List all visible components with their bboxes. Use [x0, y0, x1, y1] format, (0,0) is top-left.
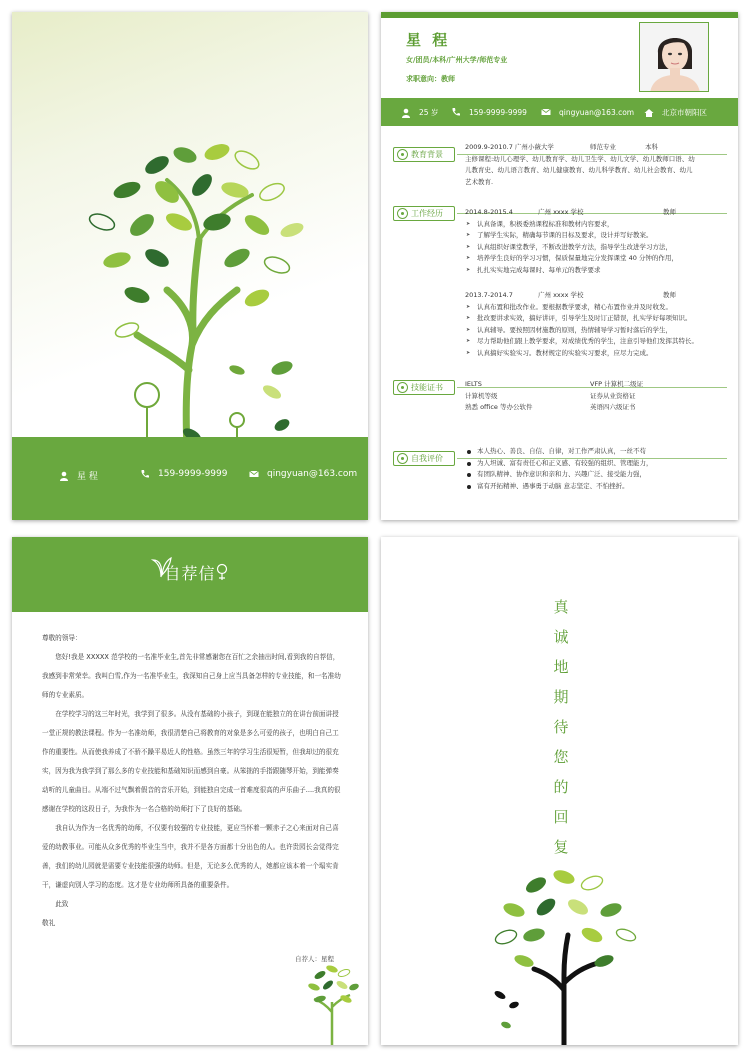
- info-location-text: 北京市朝阳区: [662, 108, 707, 117]
- graduation-cap-icon: [397, 149, 408, 160]
- skill-item: 英语四六级证书: [590, 403, 636, 411]
- work-job-2: 2013.7-2014.7 广州 xxxx 学校 教师 ➤ 认真布置和批改作业。要根据教学要求，精心布置作业并及时收发。 ➤ 批改要讲求实效，搞好讲评，引导学生及时订正错误，扎实学好每项知识。 ➤ 认真辅导。要按照因材施教的原则，热情辅导学习暂时落后的学生， ➤ 尽力帮助他们跟上教学要求，对成绩优秀的学生，注意引导他们发挥其特长。 ➤ 认真搞好实验实习。教材规定的实验实习要求，应尽力完成。: [465, 290, 727, 359]
- list-item: 本人热心、善良、自信、自律，对工作严肃认真，一丝不苟: [465, 446, 727, 458]
- cover-contact-band: [12, 437, 368, 520]
- list-item: ➤ 批改要讲求实效，搞好讲评，引导学生及时订正错误，扎实学好每项知识。: [465, 313, 727, 325]
- info-location: [644, 107, 707, 118]
- user-check-icon: [397, 453, 408, 464]
- skill-item: IELTS: [465, 380, 482, 388]
- list-item: ➤ 认真搞好实验实习。教材规定的实验实习要求，应尽力完成。: [465, 348, 727, 360]
- list-item: ➤ 认真组织好课堂教学，不断改进教学方法，指导学生改进学习方法，: [465, 242, 727, 254]
- section-education-label: 教育背景: [393, 147, 455, 162]
- info-email: [541, 107, 634, 117]
- resume-subtitle: 女/团员/本科/广州大学/师范专业: [406, 56, 508, 64]
- resume-info-band: [381, 98, 738, 126]
- sprout-icon: [215, 563, 229, 581]
- letter-closing-2: 敬礼: [42, 919, 56, 927]
- section-work-label: 工作经历: [393, 206, 455, 221]
- list-item: ➤ 了解学生实际，精确每节课的目标及要求，设计并写好教案。: [465, 230, 727, 242]
- phone-icon: [140, 469, 150, 479]
- work-job-1-items: [465, 219, 727, 277]
- list-item: ➤ 认真辅导。要按照因材施教的原则，热情辅导学习暂时落后的学生，: [465, 325, 727, 337]
- cover-name: [59, 469, 98, 482]
- list-item: ➤ 尽力帮助他们跟上教学要求，对成绩优秀的学生，注意引导他们发挥其特长。: [465, 336, 727, 348]
- skill-item: 熟悉 office 等办公软件: [465, 403, 533, 411]
- back-tree-illustration: [486, 865, 646, 1045]
- letter-greeting: 尊敬的领导：: [42, 634, 82, 642]
- letter-body: [42, 629, 344, 933]
- skill-item: 计算机等级: [465, 391, 498, 400]
- closing-slogan: 真 诚 地 期 待 您 的 回 复: [553, 598, 569, 856]
- tools-icon: [397, 382, 408, 393]
- info-age-text: 25 岁: [419, 108, 439, 117]
- cover-name-text: 星 程: [77, 472, 98, 482]
- tree-illustration: [67, 130, 317, 450]
- cover-email-text: qingyuan@163.com: [267, 469, 358, 479]
- info-age: [401, 107, 438, 118]
- phone-icon: [451, 107, 461, 117]
- resume-objective: 求职意向：教师: [406, 75, 455, 83]
- list-item: ➤ 扎扎实实地完成每课时、每单元的教学要求: [465, 265, 727, 277]
- letter-title: 自荐信: [164, 564, 216, 583]
- skill-item: 证券从业资格证: [590, 391, 636, 400]
- cover-phone-text: 159-9999-9999: [158, 469, 228, 479]
- cover-phone: [140, 469, 227, 479]
- education-content: 2009.9-2010.7 广州小薇大学 师范专业 本科 主修课程:幼儿心理学、幼儿教育学、幼儿卫生学、幼儿文学、幼儿教师口语、幼 儿教育史、幼儿语言教育、幼儿健康教育、幼儿科学教育、幼儿社会教育、幼儿 艺术教育.: [465, 142, 727, 188]
- list-item: ➤ 认真布置和批改作业。要根据教学要求，精心布置作业并及时收发。: [465, 302, 727, 314]
- resume-top-bar: [381, 12, 738, 18]
- work-job-2-items: [465, 302, 727, 360]
- list-item: 有团队精神、协作意识和亲和力、兴趣广泛、接受能力强，: [465, 469, 727, 481]
- back-page: [381, 537, 738, 1045]
- briefcase-icon: [397, 208, 408, 219]
- resume-page: [381, 12, 738, 520]
- skill-item: VFP 计算机二级证: [590, 380, 644, 388]
- profile-photo: [639, 22, 709, 92]
- section-self-label: 自我评价: [393, 451, 455, 466]
- cover-page: [12, 12, 368, 520]
- self-content: [465, 446, 727, 492]
- person-icon: [59, 471, 69, 481]
- work-job-1: 2014.8-2015.4 广州 xxxx 学校 教师 ➤ 认真备课，积极委熟课程标准和教材内容要求， ➤ 了解学生实际，精确每节课的目标及要求，设计并写好教案。 ➤ 认真组织好课堂教学，不断改进教学方法，指导学生改进学习方法， ➤ 培养学生良好的学习习惯，保质保量地完分发挥课堂 40 分钟的作用， ➤ 扎扎实实地完成每课时、每单元的教学要求: [465, 207, 727, 276]
- small-tree-illustration: [302, 957, 362, 1045]
- info-phone-text: 159-9999-9999: [469, 107, 527, 117]
- person-icon: [401, 108, 411, 118]
- cover-email: [249, 469, 357, 479]
- list-item: 富有开拓精神、遇事勇于动脑 意志坚定、不怕挫折。: [465, 481, 727, 493]
- resume-name: 星 程: [406, 31, 451, 49]
- letter-paragraph: 我自认为作为一名优秀的幼师，不仅要有较强的专业技能，更应当怀着一颗赤子之心来面对自己喜爱的幼教事业。可能从众多优秀的毕业生当中，我并不是各方面都十分出色的人。也许贵园长会觉得完善，我们的幼儿园就是需要专业技能很强的幼师。但是，无论多么优秀的人，她都应该本着一个塌实肯干，谦虚向别人学习的态度。这才是专业幼师所具备的重要条件。: [42, 824, 339, 889]
- list-item: ➤ 认真备课，积极委熟课程标准和教材内容要求，: [465, 219, 727, 231]
- letter-signature: 自荐人：星程: [295, 955, 334, 963]
- mail-icon: [249, 469, 259, 479]
- letter-header: [12, 537, 368, 612]
- letter-paragraph: 在学校学习的这三年时光，我学到了很多。从没有基础的小孩子，到现在能独立的在讲台前面讲授一堂正规的教法课程。作为一名准幼师，我很清楚自己将教育的对象是多么可爱的孩子，也明白自己工作的重要性。从而使我养成了不骄不躁平易近人的性格。虽然三年的学习生活很短暂，但我却过的很充实，因为我为我学到了那么多的专业技能和基础知识而感到自豪。从笨拙的手指跟随琴开始，到能弹奏动听的儿童曲目。从端不过气飘着假音的音乐开始，到能独自完成一首难度很高的声乐曲子....我真的很感谢在学校的这段日子，为我作为一名合格的幼师打下了良好的基础。: [42, 710, 341, 813]
- education-row: 2009.9-2010.7 广州小薇大学 师范专业 本科: [465, 143, 658, 151]
- home-icon: [644, 108, 654, 118]
- letter-paragraph: 您好!我是 XXXXX 范学校的一名准毕业生,首先非常感谢您在百忙之余抽出时间,看到我的自荐信，我感到非常荣幸。我叫白雪,作为一名准毕业生，我深知自己身上应当具备怎样的专业技能，和一名准幼师的专业素质。: [42, 653, 341, 699]
- cover-letter-page: [12, 537, 368, 1045]
- mail-icon: [541, 107, 551, 117]
- section-skills-label: 技能证书: [393, 380, 455, 395]
- info-phone: [451, 107, 527, 117]
- info-email-text: qingyuan@163.com: [559, 107, 635, 117]
- list-item: ➤ 培养学生良好的学习习惯，保质保量地完分发挥课堂 40 分钟的作用，: [465, 253, 727, 265]
- letter-closing-1: 此致: [55, 900, 69, 908]
- portrait-image: [640, 23, 709, 92]
- skills-content: [465, 379, 727, 414]
- list-item: 为人坦诚、富有责任心和正义感、有较强的组织、管理能力，: [465, 458, 727, 470]
